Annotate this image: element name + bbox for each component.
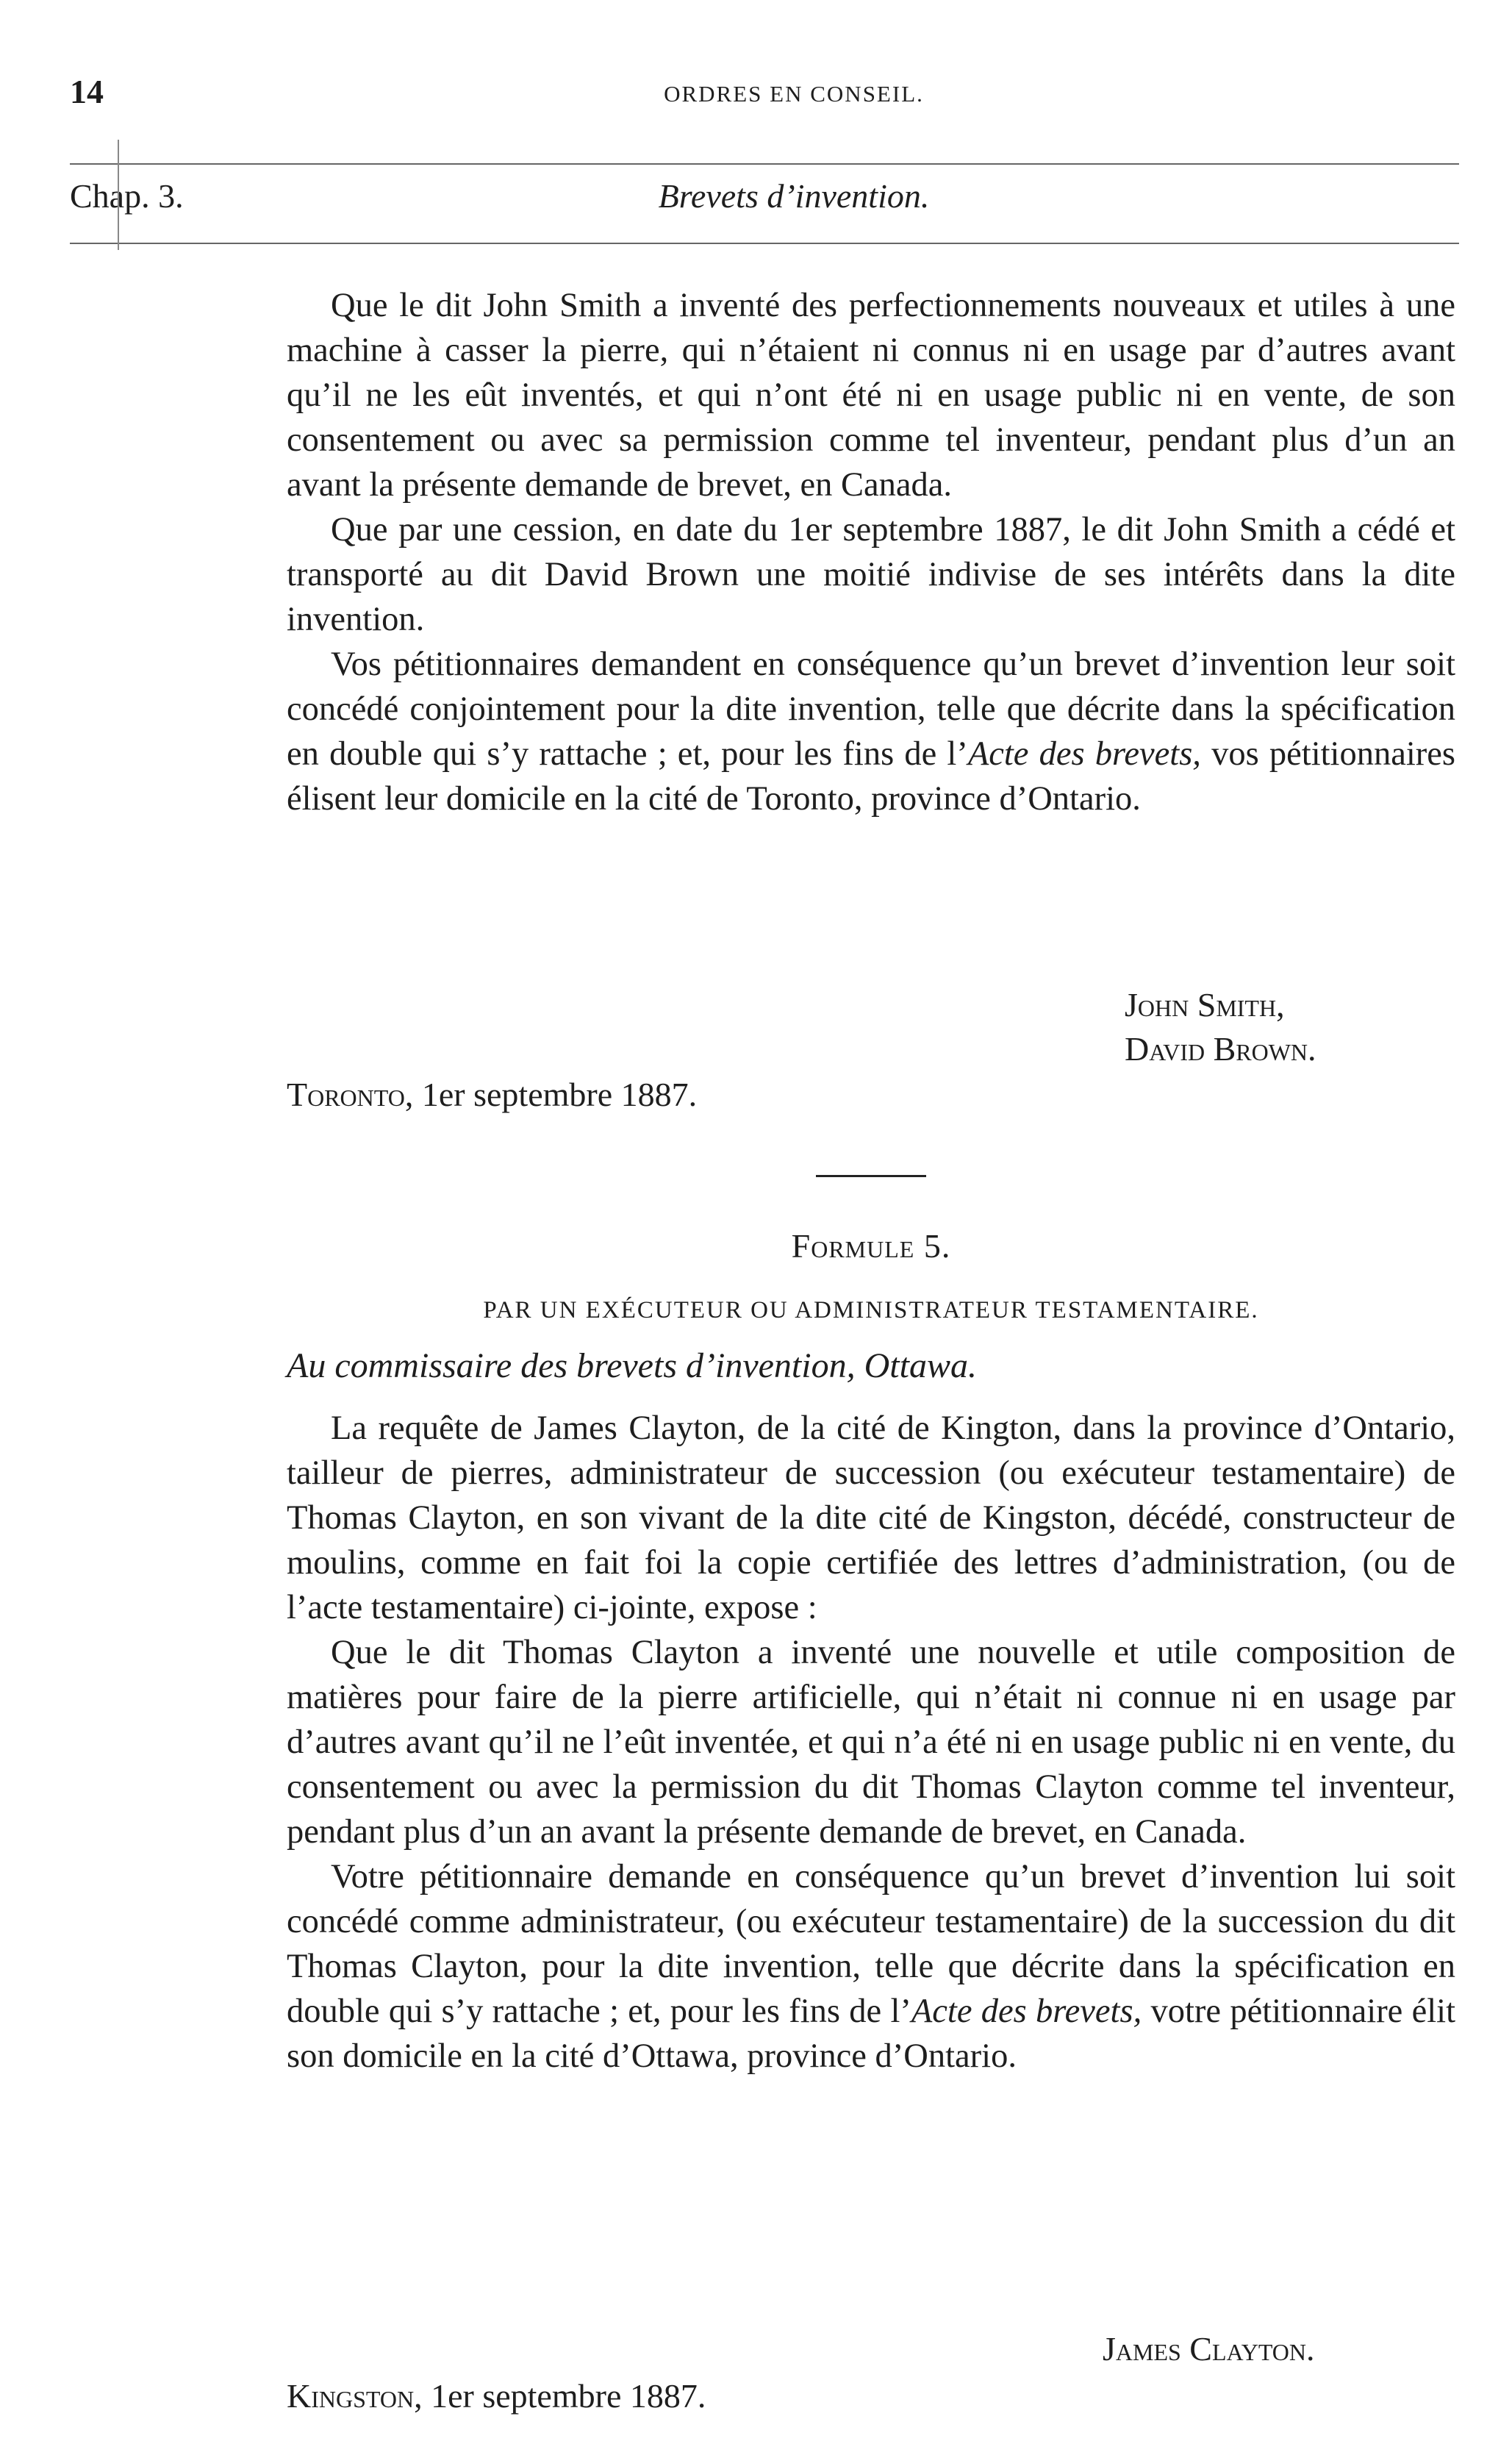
signature-john-smith: John Smith, bbox=[1125, 986, 1285, 1023]
form5-date-place: Kingston, bbox=[287, 2377, 423, 2415]
chapter-label: Chap. 3. bbox=[70, 177, 184, 215]
form5-body bbox=[287, 1406, 1455, 2079]
form5-p3-text-a: Votre pétitionnaire demande en conséquence qu’un brevet d’invention lui soit concédé comme administrateur, (ou exécuteur testamentaire) de la succession du dit Thomas Clayton, pour la dite invention, telle que décrite dans la spécification en double qui s’y rattache ; et, pour les fins de l’ bbox=[287, 1858, 1455, 2030]
formule-5-subtitle: PAR UN EXÉCUTEUR OU ADMINISTRATEUR TESTAMENTAIRE. bbox=[483, 1297, 1259, 1323]
form5-date: 1er septembre 1887. bbox=[422, 2377, 706, 2415]
section-title: Brevets d’invention. bbox=[658, 177, 930, 215]
form4-paragraph-1: Que le dit John Smith a inventé des perfectionnements nouveaux et utiles à une machine à casser la pierre, qui n’étaient ni connus ni en usage par d’autres avant qu’il ne les eût inventés, et qui n’ont été ni en usage public ni en vente, de son consentement ou avec sa permission comme tel inventeur, pendant plus d’un an avant la présente demande de brevet, en Canada. bbox=[287, 287, 1455, 504]
signature-david-brown: David Brown. bbox=[1125, 1030, 1316, 1068]
page-number: 14 bbox=[70, 73, 104, 110]
section-divider bbox=[816, 1175, 926, 1177]
form4-date: 1er septembre 1887. bbox=[413, 1076, 698, 1113]
form5-date-line bbox=[287, 2376, 706, 2415]
form4-paragraph-3 bbox=[287, 642, 1455, 821]
signature-james-clayton: James Clayton. bbox=[1103, 2330, 1315, 2368]
form4-paragraph-2: Que par une cession, en date du 1er septembre 1887, le dit John Smith a cédé et transporté au dit David Brown une moitié indivise de ses intérêts dans la dite invention. bbox=[287, 511, 1455, 638]
form4-p3-text-b: vos pétitionnaires élisent leur domicile en la cité de Toronto, province d’Ontario. bbox=[287, 735, 1455, 818]
form4-date-place: Toronto, bbox=[287, 1076, 414, 1113]
form5-p3-text-b: votre pétitionnaire élit son domicile en la cité d’Ottawa, province d’Ontario. bbox=[287, 1993, 1456, 2075]
margin-tick bbox=[118, 140, 119, 250]
header-rule-top bbox=[70, 163, 1459, 165]
running-title: ORDRES EN CONSEIL. bbox=[664, 81, 924, 107]
form4-p3-text-a: Vos pétitionnaires demandent en conséquence qu’un brevet d’invention leur soit concédé conjointement pour la dite invention, telle que décrite dans la spécification en double qui s’y rattache ; et, pour les fins de l’ bbox=[287, 646, 1455, 773]
form5-p3-italic: Acte des brevets, bbox=[911, 1993, 1142, 2030]
form4-date-line bbox=[287, 1075, 697, 1114]
form5-paragraph-3 bbox=[287, 1854, 1455, 2079]
formule-5-title: Formule 5. bbox=[791, 1227, 951, 1265]
form4-body bbox=[287, 283, 1455, 821]
form5-address: Au commissaire des brevets d’invention, Ottawa. bbox=[287, 1346, 977, 1385]
header-rule-bottom bbox=[70, 243, 1459, 244]
form5-paragraph-2: Que le dit Thomas Clayton a inventé une nouvelle et utile composition de matières pour faire de la pierre artificielle, qui n’était ni connue ni en usage par d’autres avant qu’il ne l’eût inventée, et qui n’a été ni en usage public ni en vente, du consentement ou avec la permission du dit Thomas Clayton comme tel inventeur, pendant plus d’un an avant la présente demande de brevet, en Canada. bbox=[287, 1634, 1455, 1851]
form4-p3-italic: Acte des brevets, bbox=[967, 735, 1201, 773]
form5-paragraph-1: La requête de James Clayton, de la cité de Kington, dans la province d’Ontario, tailleur de pierres, administrateur de succession (ou exécuteur testamentaire) de Thomas Clayton, en son vivant de la dite cité de Kingston, décédé, constructeur de moulins, comme en fait foi la copie certifiée des lettres d’administration, (ou de l’acte testamentaire) ci-jointe, expose : bbox=[287, 1409, 1455, 1626]
